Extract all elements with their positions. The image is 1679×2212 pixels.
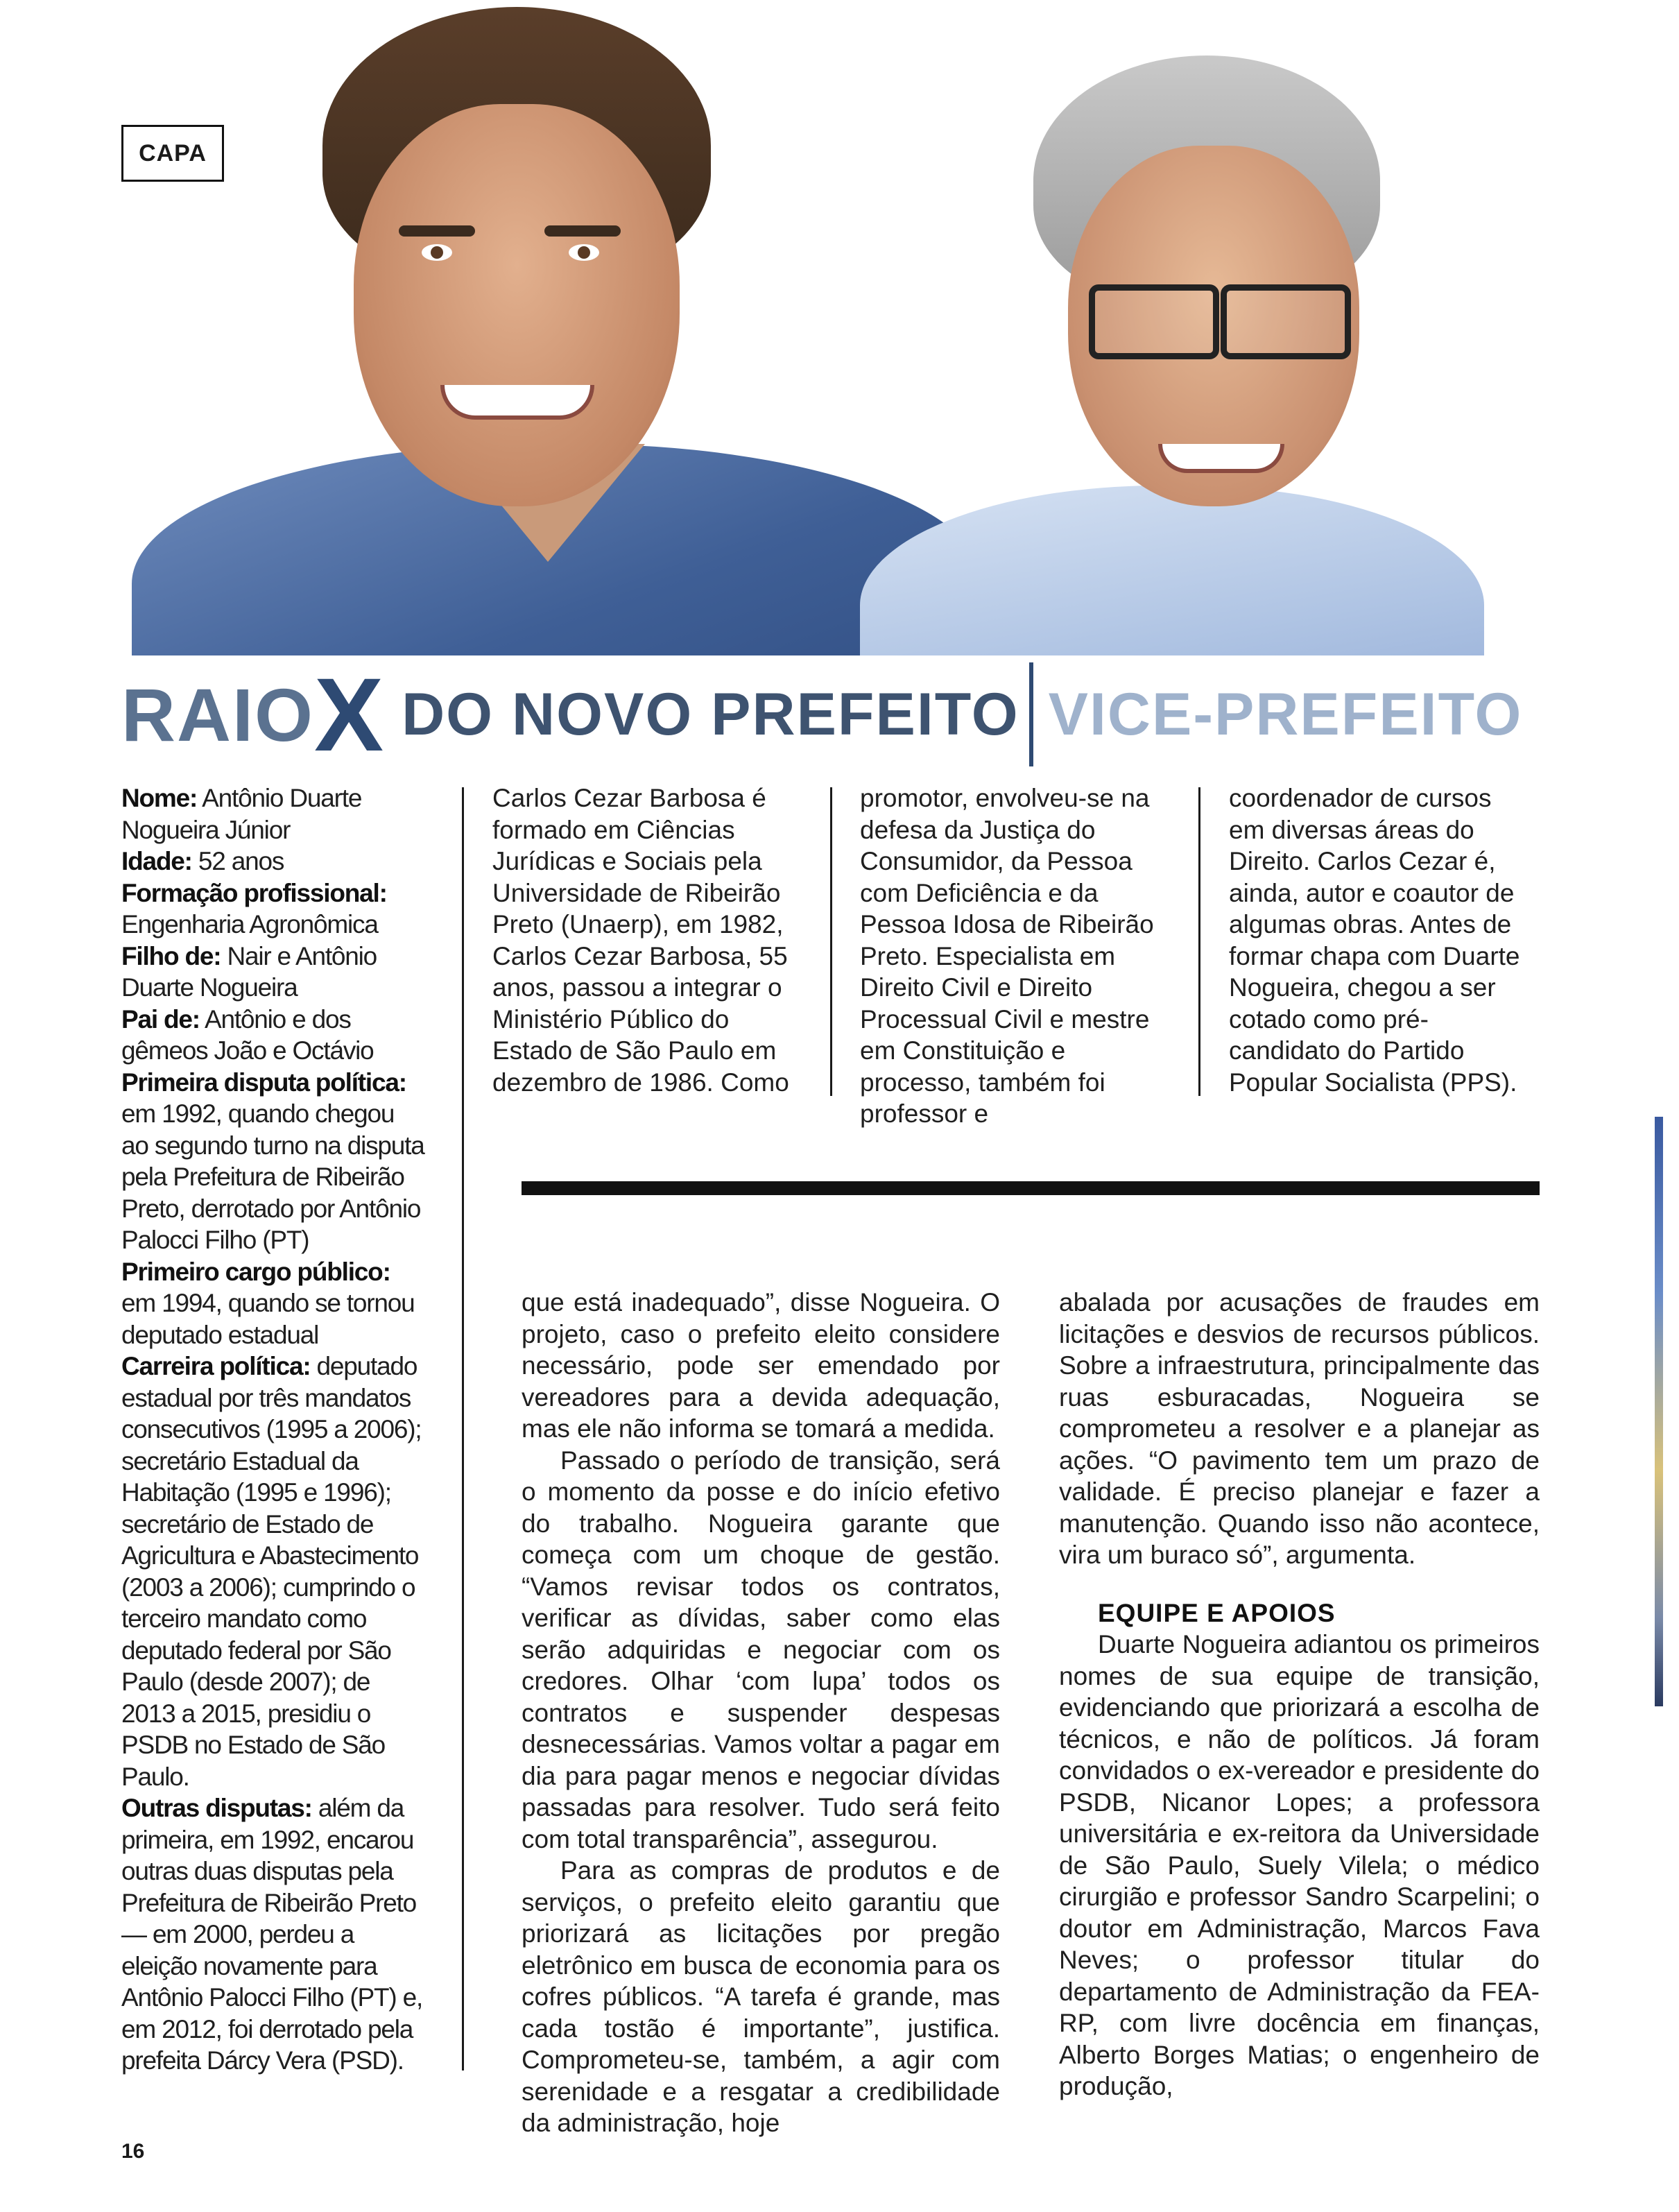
value-filho: Nair e Antônio Duarte Nogueira bbox=[121, 941, 377, 1002]
vice-column-2: promotor, envolveu-se na defesa da Justiça do Consumidor, da Pessoa com Deficiência e da Pessoa Idosa de Ribeirão Preto. Especialista em Direito Civil e Direito Processual Civil e mestre em Constituição e processo, também foi professor e bbox=[860, 784, 1154, 1128]
section-rule bbox=[522, 1181, 1540, 1195]
value-primeiro-cargo: em 1994, quando se tornou deputado estadual bbox=[121, 1289, 415, 1349]
headline-raio: RAIO bbox=[121, 672, 314, 757]
cover-photo bbox=[125, 0, 1498, 655]
label-primeiro-cargo: Primeiro cargo público: bbox=[121, 1257, 390, 1286]
vice-column-3: coordenador de cursos em diversas áreas do Direito. Carlos Cezar é, ainda, autor e coautor de algumas obras. Antes de formar chapa com Duarte Nogueira, chegou a ser cotado como pré-candidato do Partido Popular Socialista (PPS). bbox=[1229, 784, 1520, 1097]
headline bbox=[121, 656, 1523, 773]
headline-divider bbox=[1029, 662, 1033, 766]
article-paragraph: que está inadequado”, disse Nogueira. O projeto, caso o prefeito eleito considere necessário, pode ser emendado por vereadores para a devida adequação, mas ele não informa se tomará a medida. bbox=[522, 1288, 1000, 1443]
article-paragraph: abalada por acusações de fraudes em licitações e desvios de recursos públicos. Sobre a infraestrutura, principalmente das ruas esburacadas, Nogueira se comprometeu a resolver e a planejar as ações. “O pavimento tem um prazo de validade. É preciso planejar e fazer a manutenção. Quando isso não acontece, vira um buraco só”, argumenta. bbox=[1059, 1288, 1540, 1569]
value-nome: Antônio Duarte Nogueira Júnior bbox=[121, 784, 362, 844]
vice-divider-2 bbox=[1198, 787, 1200, 1096]
adjacent-page-edge bbox=[1655, 1117, 1663, 1706]
page-number: 16 bbox=[121, 2140, 145, 2163]
headline-vice-prefeito: VICE-PREFEITO bbox=[1048, 680, 1523, 748]
value-formacao: Engenharia Agronômica bbox=[121, 910, 378, 938]
value-outras: além da primeira, em 1992, encarou outras duas disputas pela Prefeitura de Ribeirão Preto — em 2000, perdeu a eleição novamente para Antônio Palocci Filho (PT) e, em 2012, foi derrotado pela prefeita Dárcy Vera (PSD). bbox=[121, 1794, 423, 2075]
label-formacao: Formação profissional: bbox=[121, 878, 387, 907]
label-idade: Idade: bbox=[121, 847, 192, 875]
vice-column-1: Carlos Cezar Barbosa é formado em Ciências Jurídicas e Sociais pela Universidade de Ribeirão Preto (Unaerp), em 1982, Carlos Cezar Barbosa, 55 anos, passou a integrar o Ministério Público do Estado de São Paulo em dezembro de 1986. Como bbox=[492, 784, 789, 1097]
article-paragraph: Duarte Nogueira adiantou os primeiros nomes de sua equipe de transição, evidenciando que priorizará a escolha de técnicos, e não de políticos. Já foram convidados o ex-vereador e presidente do PSDB, Nicanor Lopes; a professora universitária e ex-reitora da Universidade de São Paulo, Suely Vilela; o médico cirurgião e professor Sandro Scarpelini; o doutor em Administração, Marcos Fava Neves; o professor titular do departamento de Administração da FEA-RP, com livre docência em finanças, Alberto Borges Matias; o engenheiro de produção, bbox=[1059, 1630, 1540, 2100]
profile-sidebar bbox=[121, 782, 427, 2077]
value-pai: Antônio e dos gêmeos João e Octávio bbox=[121, 1004, 374, 1065]
section-subhead: EQUIPE E APOIOS bbox=[1098, 1598, 1336, 1627]
vice-portrait bbox=[860, 0, 1498, 655]
label-carreira: Carreira política: bbox=[121, 1352, 311, 1380]
value-primeira-disputa: em 1992, quando chegou ao segundo turno na disputa pela Prefeitura de Ribeirão Preto, derrotado por Antônio Palocci Filho (PT) bbox=[121, 1099, 424, 1254]
article-column-2 bbox=[1059, 1287, 1540, 2102]
value-carreira: deputado estadual por três mandatos consecutivos (1995 a 2006); secretário Estadual da Habitação (1995 e 1996); secretário de Estado de Agricultura e Abastecimento (2003 a 2006); cumprindo o terceiro mandato como deputado federal por São Paulo (desde 2007); de 2013 a 2015, presidiu o PSDB no Estado de São Paulo. bbox=[121, 1352, 422, 1791]
headline-novo-prefeito: DO NOVO PREFEITO bbox=[402, 680, 1019, 748]
article-paragraph: Passado o período de transição, será o momento da posse e do início efetivo do trabalho. Nogueira garante que começa com um choque de gestão. “Vamos revisar todos os contratos, verificar as dívidas, saber como elas serão adquiridas e negociar com os credores. Olhar ‘com lupa’ todos os contratos e suspender despesas desnecessárias. Vamos voltar a pagar em dia para pagar menos e negociar dívidas passadas para resolver. Tudo será feito com total transparência”, assegurou. bbox=[522, 1446, 1000, 1853]
headline-x: X bbox=[314, 656, 384, 773]
section-label: CAPA bbox=[121, 125, 224, 182]
vice-divider-1 bbox=[830, 787, 832, 1096]
value-idade: 52 anos bbox=[198, 847, 284, 875]
label-primeira-disputa: Primeira disputa política: bbox=[121, 1068, 406, 1097]
label-filho: Filho de: bbox=[121, 941, 221, 970]
article-paragraph: Para as compras de produtos e de serviços, o prefeito eleito garantiu que priorizará as licitações por pregão eletrônico em busca de economia para os cofres públicos. “A tarefa é grande, mas cada tostão é importante”, justifica. Comprometeu-se, também, a agir com serenidade e a resgatar a credibilidade da administração, hoje bbox=[522, 1856, 1000, 2137]
label-outras: Outras disputas: bbox=[121, 1794, 312, 1822]
label-nome: Nome: bbox=[121, 784, 198, 812]
label-pai: Pai de: bbox=[121, 1004, 200, 1034]
article-column-1 bbox=[522, 1287, 1000, 2139]
sidebar-divider bbox=[462, 787, 464, 2070]
